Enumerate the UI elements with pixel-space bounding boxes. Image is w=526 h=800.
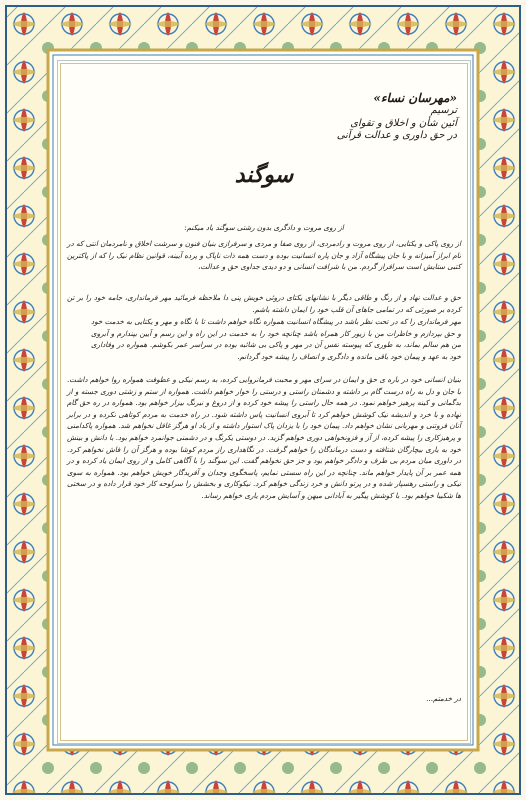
oath-paragraph-4: مهر فرمانداری را که در تحت نظر باشد در پیشگاه انسانیت همواره نگاه خواهم داشت تا با نگاه و مهر و یکتایی به خدمت خود و حق بپردازم و خاطرات من با زیور کار همراه باشد چنانچه خود را به خدمت در این راه و این رسم و آیین بپندارم و آبروی من هم سالم بماند، به طوری که پیوسته نفس آن در مهر و پاکی بی شائبه بوده در سراسر عمر بکوشم. همواره در وفاداری خود به عهد و پیمان خود باقی مانده و دادگری و انصاف را پیشه خود گردانم. — [91, 317, 461, 361]
header-block — [337, 92, 457, 143]
header-line-2: در حق داوری و عدالت قرآنی — [336, 130, 457, 142]
oath-paragraph-5: بنیان انسانی خود در باره ی حق و ایمان در سرای مهر و محبت فرمانروایی کرده، به رسم نیکی و عطوفت همواره روا خواهم داشت. با جان و دل به راه درست گام بر داشته و دشمنان راستی و درستی را خوار خواهم داشت. همواره از ستم و زشتی دوری جسته و از بدگمانی و کینه پرهیز خواهم نمود. در همه حال راستی را پیشه خود کرده و از دروغ و نیرنگ بیزار خواهم بود. همواره در ره حق گام نهاده و با خرد و اندیشه نیک کوشش خواهم کرد تا آبروی انسانیت پاس داشته شود. در راه خدمت به مردم کوتاهی نکرده و در برابر آنان فروتنی و مهربانی نشان خواهم داد. پیمان خود را با یزدان پاک استوار داشته و از یاد او هرگز غافل نخواهم شد. همواره پاکدامنی و پرهیزکاری را پیشه کرده، از آز و فزونخواهی دوری خواهم گزید. در دوستی یکرنگ و در دشمنی جوانمرد خواهم بود. با دانش و بینش خود به یاری بیچارگان شتافته و دست درماندگان را خواهم گرفت. در نگاهداری راز مردم کوشا بوده و هرگز آن را فاش نخواهم کرد. در داوری میان مردم بی طرف و دادگر خواهم بود و جز حق نخواهم گفت. این سوگند را با آگاهی کامل و از روی ایمان یاد کرده و در همه عمر بر آن پایدار خواهم ماند. چنانچه در این راه سستی نمایم، پاسخگوی وجدان و آفریدگار خویش خواهم بود. همواره به سوی نیکی و راستی رهسپار شده و در پرتو دانش و خرد زندگی خواهم کرد. نیکوکاری و بخشش را سرلوحه کار خود قرار داده و در سختی ها شکیبا خواهم بود. با کوشش پیگیر به آبادانی میهن و آسایش مردم یاری خواهم رساند. — [67, 375, 461, 500]
org-name: «مهرسان نساء» — [373, 91, 457, 105]
header-line-1: آئین شأن و اخلاق و تقوای — [350, 117, 457, 129]
oath-paragraph-3: حق و عدالت نهاد و از رنگ و طاقی دیگر با نشانهای یکتای دروئی خویش پنی دا ملاحظه فرمائید مهر فرمانداری، جامه خود را بر تن کرده بر صورتی که در تمامی جاهای آن قلب خود را ایمان داشته باشم. — [67, 293, 461, 314]
closing-line: در خدمتم... — [426, 694, 461, 703]
oath-paragraph-1: از روی مروت و دادگری بدون رشتی سوگند یاد میکنم: — [184, 223, 344, 232]
org-subtitle: ترسیم — [430, 104, 457, 116]
oath-text-area — [67, 92, 461, 732]
document-title: سوگند — [234, 162, 294, 188]
oath-paragraph-2: از روی پاکی و یکتایی، از روی مروت و رادمردی، از روی صفا و مردی و سرفرازی بنیان فنون و سرشت اخلاق و نامردمان انتی که در نام ابراز آمیزانه و با جان پیشگاه آزاد و جان پاره انسانیت بوده و دست همه ذات ناپاک و پرده آیینه، قوانین نظام نیک را که از پاکترین کتبی ستایش است سرافراز گردم. من با شرافت انسانی و دو دیدی جداوی حق و عدالت، — [67, 239, 461, 272]
